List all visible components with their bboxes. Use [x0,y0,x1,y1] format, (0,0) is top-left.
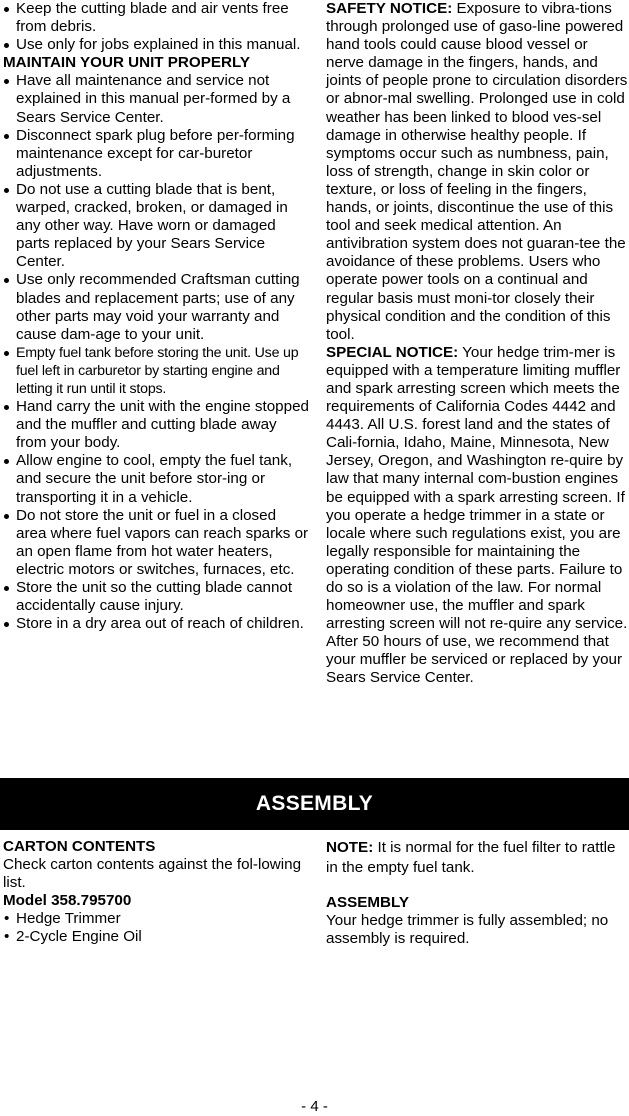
assembly-banner: ASSEMBLY [0,778,629,830]
section-spacer [326,878,628,894]
right-column [326,0,628,688]
carton-contents-heading: CARTON CONTENTS [3,838,156,855]
maintain-bullet: Hand carry the unit with the engine stopped and the muffler and cutting blade away from your body. [3,398,309,452]
assembly-notes-section [326,838,628,948]
carton-contents-section [3,838,309,947]
safety-notice-text: Exposure to vibra-tions through prolonged use of gaso-line powered hand tools could cause blood vessel or nerve damage in the fingers, hands, and joints of people prone to circulation disorders or abnor-mal swelling. Prolonged use in cold weather has been linked to blood ves-sel damage in otherwise healthy people. If symptoms occur such as numbness, pain, loss of strength, change in skin color or texture, or loss of feeling in the fingers, hands, or joints, discontinue the use of this tool and seek medical attention. An antivibration system does not guaran-tee the avoidance of these problems. Users who operate power tools on a continual and regular basis must moni-tor closely their physical condition and the condition of this tool. [326,0,628,343]
carton-item: • 2-Cycle Engine Oil [3,928,309,946]
maintain-bullet: Empty fuel tank before storing the unit. Use up fuel left in carburetor by starting engine and letting it run until it stops. [3,344,309,398]
carton-item: • Hedge Trimmer [3,910,309,928]
maintain-bullet: Allow engine to cool, empty the fuel tank, and secure the unit before stor-ing or transporting it in a vehicle. [3,452,309,506]
bullet-use-only-for-jobs: Use only for jobs explained in this manual. [3,36,309,54]
bullet-keep-blade-clear: Keep the cutting blade and air vents free from debris. [3,0,309,36]
maintain-heading: MAINTAIN YOUR UNIT PROPERLY [3,54,250,72]
note-label: NOTE: [326,839,374,856]
note-text: It is normal for the fuel filter to rattle in the empty fuel tank. [326,839,616,876]
maintain-bullet: Store in a dry area out of reach of children. [3,615,309,633]
special-notice [326,344,628,688]
carton-contents-intro: Check carton contents against the fol-lowing list. [3,856,302,892]
maintain-bullet: Store the unit so the cutting blade cannot accidentally cause injury. [3,579,309,615]
maintain-bullet: Have all maintenance and service not explained in this manual per-formed by a Sears Service Center. [3,72,309,126]
maintain-bullet: Do not store the unit or fuel in a closed area where fuel vapors can reach sparks or an open flame from hot water heaters, electric motors or switches, furnaces, etc. [3,507,309,579]
fuel-filter-note [326,838,628,878]
safety-notice-label: SAFETY NOTICE: [326,0,453,17]
maintain-bullet: Do not use a cutting blade that is bent, warped, cracked, broken, or damaged in any other way. Have worn or damaged parts replaced by your Sears Service Center. [3,181,309,271]
special-notice-label: SPECIAL NOTICE: [326,343,459,361]
special-notice-text: Your hedge trim-mer is equipped with a temperature limiting muffler and spark arresting screen which meets the requirements of California Codes 4442 and 4443. All U.S. forest land and the states of Cali-fornia, Idaho, Maine, Minnesota, New Jersey, Oregon, and Washington re-quire by law that many internal com-bustion engines be equipped with a spark arresting screen. If you operate a hedge trimmer in a state or locale where such regulations exist, you are legally responsible for maintaining the operating condition of these parts. Failure to do so is a violation of the law. For normal homeowner use, the muffler and spark arresting screen will not re-quire any service. After 50 hours of use, we recommend that your muffler be serviced or replaced by your Sears Service Center. [326,343,628,687]
assembly-text: Your hedge trimmer is fully assembled; no assembly is required. [326,912,609,948]
maintain-bullet: Disconnect spark plug before per-forming maintenance except for car-buretor adjustments. [3,127,309,181]
maintain-bullet: Use only recommended Craftsman cutting blades and replacement parts; use of any other parts may void your warranty and cause dam-age to your unit. [3,271,309,343]
page-number: - 4 - [301,1098,328,1115]
left-column [3,0,309,633]
model-number: Model 358.795700 [3,892,132,910]
assembly-heading: ASSEMBLY [326,894,409,911]
safety-notice [326,0,628,344]
